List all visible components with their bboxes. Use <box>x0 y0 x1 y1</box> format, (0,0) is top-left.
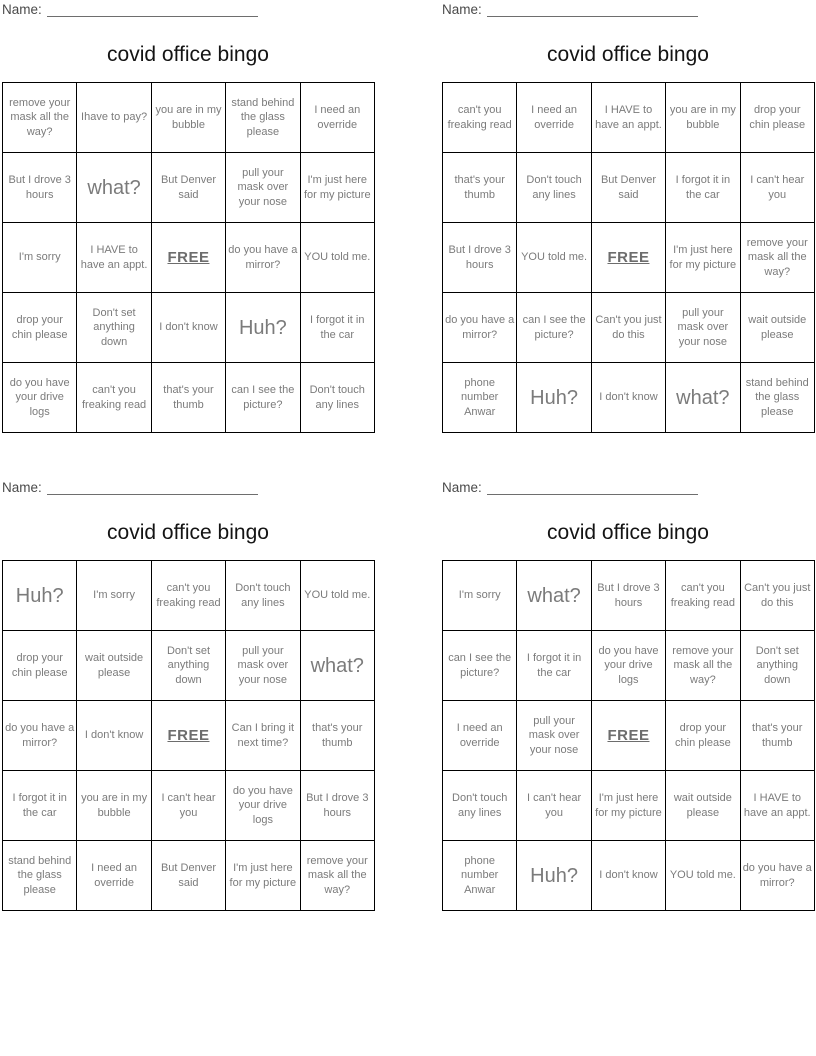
bingo-cell: stand behind the glass please <box>740 363 814 433</box>
bingo-cell: Huh? <box>517 363 591 433</box>
bingo-cell: Can't you just do this <box>591 293 665 363</box>
bingo-cell: what? <box>666 363 740 433</box>
bingo-cell: can't you freaking read <box>77 363 151 433</box>
name-label: Name: <box>442 2 482 17</box>
bingo-cell: I'm just here for my picture <box>591 771 665 841</box>
bingo-cell: I forgot it in the car <box>300 293 374 363</box>
bingo-cell: Can't you just do this <box>740 561 814 631</box>
bingo-cell: But Denver said <box>151 841 225 911</box>
card-title: covid office bingo <box>107 43 269 66</box>
bingo-cell: wait outside please <box>740 293 814 363</box>
bingo-cell: I'm sorry <box>3 223 77 293</box>
bingo-cell: Don't touch any lines <box>517 153 591 223</box>
bingo-cell: do you have a mirror? <box>740 841 814 911</box>
bingo-cell: I'm sorry <box>77 561 151 631</box>
bingo-cell: I need an override <box>77 841 151 911</box>
bingo-cell: I'm just here for my picture <box>226 841 300 911</box>
name-blank-line <box>47 481 258 495</box>
bingo-cell: But I drove 3 hours <box>300 771 374 841</box>
bingo-cell: I need an override <box>443 701 517 771</box>
name-line <box>2 480 258 495</box>
name-line <box>2 2 258 17</box>
bingo-cell: YOU told me. <box>517 223 591 293</box>
card-title: covid office bingo <box>107 521 269 544</box>
bingo-cell: what? <box>77 153 151 223</box>
bingo-cell: Don't set anything down <box>151 631 225 701</box>
name-label: Name: <box>2 2 42 17</box>
bingo-cell: Huh? <box>3 561 77 631</box>
bingo-grid <box>442 82 815 433</box>
bingo-cell: Huh? <box>226 293 300 363</box>
bingo-cell: can I see the picture? <box>517 293 591 363</box>
bingo-cell: do you have a mirror? <box>3 701 77 771</box>
bingo-cell: Don't set anything down <box>740 631 814 701</box>
bingo-cell: remove your mask all the way? <box>740 223 814 293</box>
bingo-cell: stand behind the glass please <box>3 841 77 911</box>
bingo-cell: wait outside please <box>77 631 151 701</box>
bingo-cell: can't you freaking read <box>151 561 225 631</box>
bingo-cell: I'm sorry <box>443 561 517 631</box>
bingo-cell: But I drove 3 hours <box>443 223 517 293</box>
bingo-cell: do you have a mirror? <box>443 293 517 363</box>
free-cell: FREE <box>151 701 225 771</box>
bingo-cell: Don't touch any lines <box>300 363 374 433</box>
bingo-cell: I'm just here for my picture <box>666 223 740 293</box>
bingo-cell: But Denver said <box>151 153 225 223</box>
bingo-cell: drop your chin please <box>3 293 77 363</box>
bingo-cell: But I drove 3 hours <box>591 561 665 631</box>
bingo-cell: I don't know <box>77 701 151 771</box>
bingo-cell: Ihave to pay? <box>77 83 151 153</box>
bingo-cell: that's your thumb <box>740 701 814 771</box>
bingo-grid <box>2 82 375 433</box>
bingo-cell: Don't set anything down <box>77 293 151 363</box>
bingo-cell: you are in my bubble <box>77 771 151 841</box>
bingo-cell: that's your thumb <box>151 363 225 433</box>
name-blank-line <box>47 3 258 17</box>
bingo-cell: can't you freaking read <box>443 83 517 153</box>
bingo-cell: that's your thumb <box>300 701 374 771</box>
bingo-cell: stand behind the glass please <box>226 83 300 153</box>
bingo-cell: can I see the picture? <box>226 363 300 433</box>
bingo-cell: do you have your drive logs <box>226 771 300 841</box>
bingo-cell: I HAVE to have an appt. <box>77 223 151 293</box>
name-label: Name: <box>2 480 42 495</box>
bingo-cell: I need an override <box>517 83 591 153</box>
bingo-cell: But Denver said <box>591 153 665 223</box>
bingo-cell: you are in my bubble <box>151 83 225 153</box>
bingo-cell: YOU told me. <box>300 561 374 631</box>
bingo-cell: I forgot it in the car <box>666 153 740 223</box>
bingo-cell: do you have your drive logs <box>3 363 77 433</box>
bingo-cell: I don't know <box>151 293 225 363</box>
bingo-cell: I HAVE to have an appt. <box>591 83 665 153</box>
card-title: covid office bingo <box>547 521 709 544</box>
bingo-cell: Can I bring it next time? <box>226 701 300 771</box>
bingo-cell: can't you freaking read <box>666 561 740 631</box>
bingo-cell: I'm just here for my picture <box>300 153 374 223</box>
bingo-cell: But I drove 3 hours <box>3 153 77 223</box>
bingo-cell: what? <box>517 561 591 631</box>
bingo-cell: pull your mask over your nose <box>226 631 300 701</box>
bingo-cell: what? <box>300 631 374 701</box>
free-cell: FREE <box>151 223 225 293</box>
bingo-cell: Don't touch any lines <box>226 561 300 631</box>
bingo-grid <box>442 560 815 911</box>
card-title: covid office bingo <box>547 43 709 66</box>
bingo-cell: drop your chin please <box>3 631 77 701</box>
bingo-cell: wait outside please <box>666 771 740 841</box>
bingo-cell: can I see the picture? <box>443 631 517 701</box>
bingo-cell: I don't know <box>591 841 665 911</box>
name-blank-line <box>487 3 698 17</box>
bingo-cell: pull your mask over your nose <box>666 293 740 363</box>
bingo-cell: I can't hear you <box>151 771 225 841</box>
bingo-cell: I HAVE to have an appt. <box>740 771 814 841</box>
name-blank-line <box>487 481 698 495</box>
bingo-cell: do you have a mirror? <box>226 223 300 293</box>
free-cell: FREE <box>591 701 665 771</box>
bingo-cell: phone number Anwar <box>443 841 517 911</box>
bingo-cell: I can't hear you <box>740 153 814 223</box>
bingo-cell: you are in my bubble <box>666 83 740 153</box>
bingo-cell: I forgot it in the car <box>3 771 77 841</box>
bingo-cell: drop your chin please <box>666 701 740 771</box>
bingo-cell: Huh? <box>517 841 591 911</box>
bingo-cell: pull your mask over your nose <box>226 153 300 223</box>
name-line <box>442 480 698 495</box>
bingo-cell: I need an override <box>300 83 374 153</box>
bingo-grid <box>2 560 375 911</box>
bingo-cell: YOU told me. <box>666 841 740 911</box>
bingo-cell: I don't know <box>591 363 665 433</box>
bingo-cell: phone number Anwar <box>443 363 517 433</box>
bingo-cell: YOU told me. <box>300 223 374 293</box>
bingo-cell: I forgot it in the car <box>517 631 591 701</box>
bingo-cell: I can't hear you <box>517 771 591 841</box>
name-line <box>442 2 698 17</box>
bingo-cell: remove your mask all the way? <box>300 841 374 911</box>
bingo-cell: that's your thumb <box>443 153 517 223</box>
bingo-cell: drop your chin please <box>740 83 814 153</box>
free-cell: FREE <box>591 223 665 293</box>
bingo-cell: do you have your drive logs <box>591 631 665 701</box>
bingo-cell: Don't touch any lines <box>443 771 517 841</box>
bingo-cell: remove your mask all the way? <box>3 83 77 153</box>
bingo-cell: pull your mask over your nose <box>517 701 591 771</box>
name-label: Name: <box>442 480 482 495</box>
bingo-cell: remove your mask all the way? <box>666 631 740 701</box>
